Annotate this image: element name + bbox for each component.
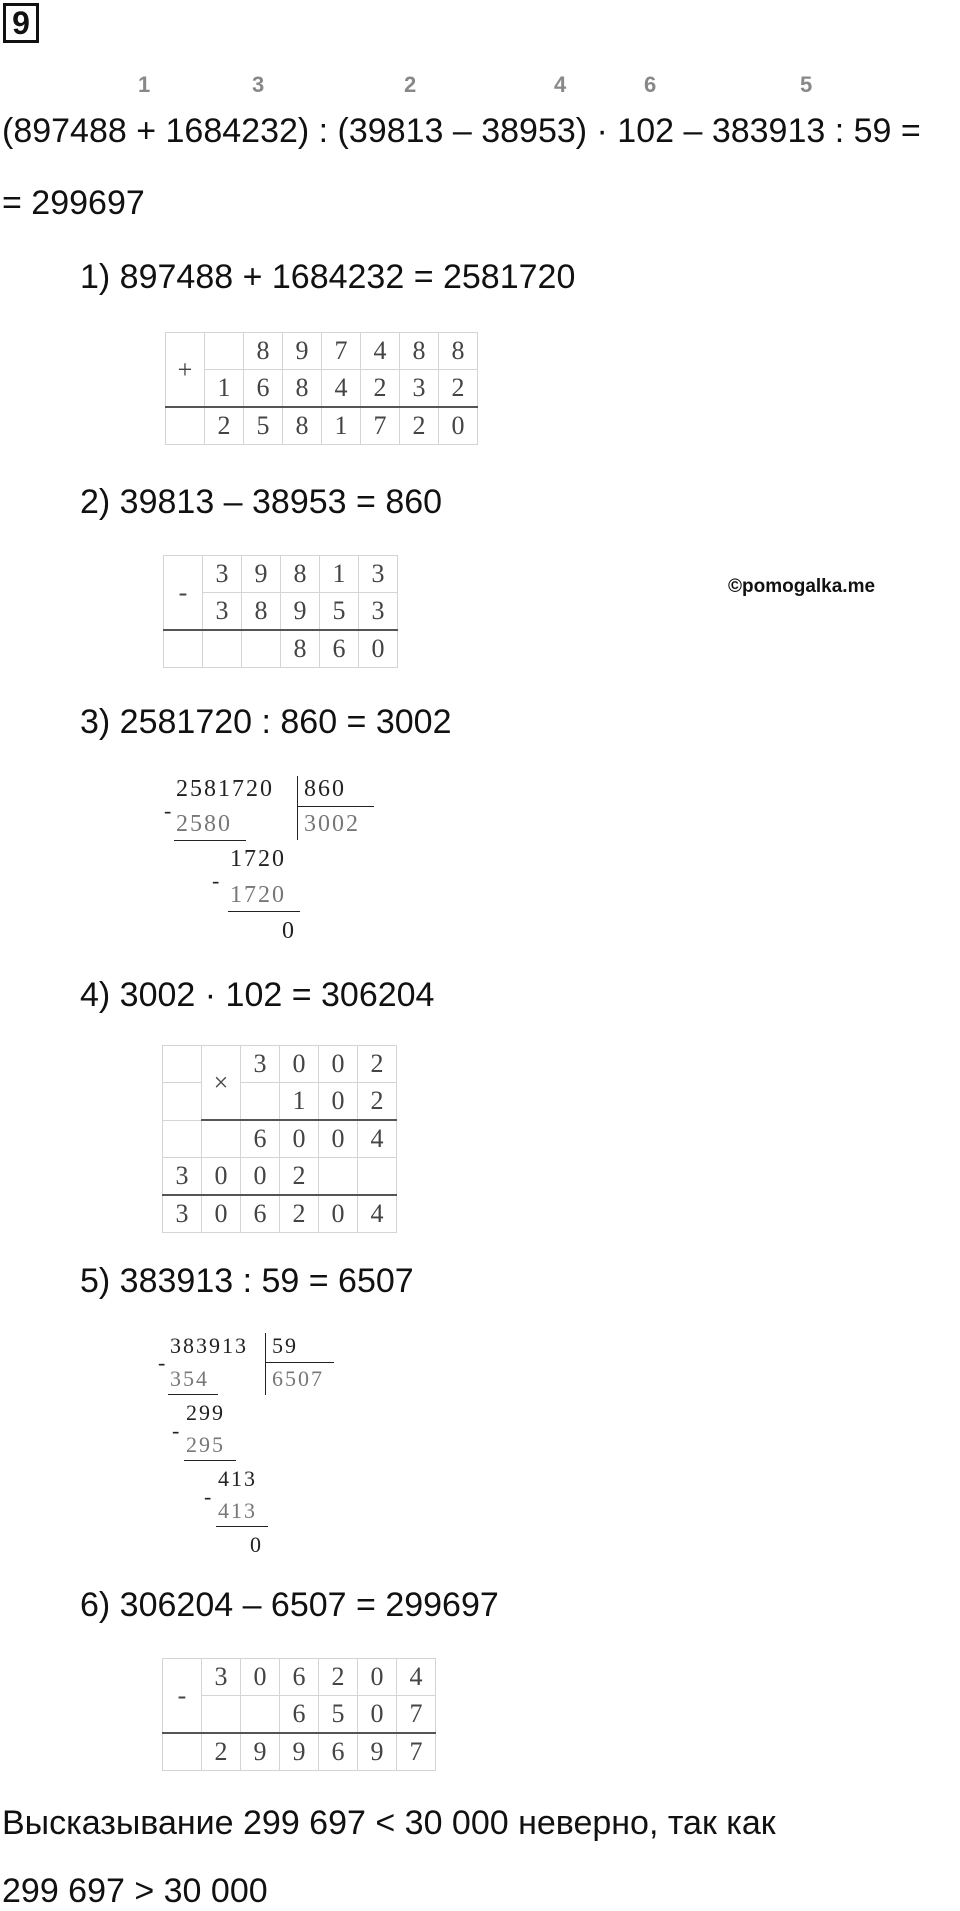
grid-cell: 0 (241, 1158, 280, 1196)
subtraction-grid-2 (162, 1658, 436, 1771)
grid-cell (202, 1120, 241, 1158)
grid-cell: 0 (319, 1120, 358, 1158)
grid-cell: 9 (280, 1733, 319, 1771)
grid-cell: 6 (320, 630, 359, 668)
grid-cell: 0 (439, 407, 478, 445)
quotient: 3002 (304, 811, 360, 837)
minus-sign: - (163, 1659, 202, 1734)
grid-cell: 0 (202, 1195, 241, 1233)
grid-cell (164, 630, 203, 668)
grid-cell: 5 (319, 1696, 358, 1734)
grid-cell: 4 (361, 333, 400, 370)
dividend: 2581720 (176, 776, 274, 802)
grid-cell: 3 (400, 370, 439, 408)
grid-cell: 8 (283, 407, 322, 445)
final-remainder: 0 (282, 918, 296, 944)
grid-cell: 8 (281, 630, 320, 668)
grid-cell: 4 (322, 370, 361, 408)
grid-cell: 6 (241, 1195, 280, 1233)
divisor: 860 (304, 776, 346, 802)
grid-cell: 0 (358, 1696, 397, 1734)
step-4-label: 4) 3002 · 102 = 306204 (80, 976, 435, 1014)
grid-cell (241, 1696, 280, 1734)
order-mark: 6 (644, 72, 657, 97)
division-vertical-bar (297, 776, 298, 840)
grid-cell: 2 (205, 407, 244, 445)
grid-cell: 4 (358, 1195, 397, 1233)
conclusion-line-2: 299 697 > 30 000 (2, 1872, 268, 1910)
minus-sign: - (212, 868, 220, 893)
grid-cell: 4 (358, 1120, 397, 1158)
grid-cell: 7 (361, 407, 400, 445)
grid-cell: 0 (358, 1659, 397, 1696)
subtraction-grid-1 (163, 555, 398, 668)
grid-cell: 8 (281, 556, 320, 593)
grid-cell: 3 (359, 593, 398, 631)
grid-cell: 3 (163, 1158, 202, 1196)
grid-cell: 0 (319, 1083, 358, 1121)
remainder: 1720 (230, 846, 286, 872)
order-mark: 3 (252, 72, 265, 97)
grid-cell: 3 (203, 556, 242, 593)
grid-cell (319, 1158, 358, 1196)
watermark: ©pomogalka.me (728, 576, 876, 597)
grid-cell: 2 (202, 1733, 241, 1771)
grid-cell: 2 (319, 1659, 358, 1696)
grid-cell: 0 (280, 1046, 319, 1083)
grid-cell: 6 (319, 1733, 358, 1771)
grid-cell: 8 (242, 593, 281, 631)
subtraction-line (184, 1460, 236, 1461)
grid-cell: 8 (400, 333, 439, 370)
grid-cell (163, 1733, 202, 1771)
grid-cell: 0 (319, 1195, 358, 1233)
partial-product: 413 (218, 1498, 257, 1523)
final-remainder: 0 (250, 1532, 263, 1557)
grid-cell (163, 1046, 202, 1083)
grid-cell (203, 630, 242, 668)
grid-cell: 8 (439, 333, 478, 370)
grid-cell: 8 (283, 370, 322, 408)
grid-cell: 2 (280, 1195, 319, 1233)
expression-result: = 299697 (2, 184, 145, 222)
grid-cell: 1 (322, 407, 361, 445)
grid-cell (202, 1696, 241, 1734)
expression: (897488 + 1684232) : (39813 – 38953) · 102 – 383913 : 59 = (2, 112, 921, 150)
grid-cell: 6 (280, 1659, 319, 1696)
step-3-label: 3) 2581720 : 860 = 3002 (80, 703, 452, 741)
grid-cell: 0 (241, 1659, 280, 1696)
grid-cell: 9 (241, 1733, 280, 1771)
grid-cell: 8 (244, 333, 283, 370)
grid-cell: 2 (361, 370, 400, 408)
divisor-underline (298, 806, 374, 807)
grid-cell: 0 (280, 1120, 319, 1158)
step-5-label: 5) 383913 : 59 = 6507 (80, 1262, 414, 1300)
grid-cell: 7 (322, 333, 361, 370)
grid-cell: 6 (280, 1696, 319, 1734)
grid-cell: 1 (205, 370, 244, 408)
grid-cell: 7 (397, 1696, 436, 1734)
grid-cell (163, 1120, 202, 1158)
subtraction-line (174, 840, 246, 841)
grid-cell: 0 (359, 630, 398, 668)
minus-sign: - (158, 1350, 166, 1375)
grid-cell: 3 (359, 556, 398, 593)
addition-grid (165, 332, 478, 445)
task-number-badge: 9 (3, 3, 39, 43)
order-mark: 5 (800, 72, 813, 97)
remainder: 413 (218, 1466, 257, 1491)
order-mark: 2 (404, 72, 417, 97)
grid-cell: 3 (163, 1195, 202, 1233)
division-vertical-bar (265, 1333, 266, 1395)
minus-sign: - (164, 556, 203, 631)
minus-sign: - (204, 1484, 212, 1509)
grid-cell: 5 (244, 407, 283, 445)
grid-cell (241, 1083, 280, 1121)
partial-product: 2580 (176, 811, 232, 837)
dividend: 383913 (170, 1333, 248, 1358)
subtraction-line (168, 1394, 218, 1395)
grid-cell: 2 (358, 1046, 397, 1083)
grid-cell: 1 (280, 1083, 319, 1121)
grid-cell: 3 (241, 1046, 280, 1083)
grid-cell: 6 (244, 370, 283, 408)
minus-sign: - (164, 798, 172, 823)
grid-cell: 2 (280, 1158, 319, 1196)
partial-product: 295 (186, 1432, 225, 1457)
grid-cell (242, 630, 281, 668)
grid-cell: 2 (439, 370, 478, 408)
grid-cell: 1 (320, 556, 359, 593)
grid-cell (166, 407, 205, 445)
grid-cell: 9 (242, 556, 281, 593)
grid-cell: 9 (358, 1733, 397, 1771)
times-sign: × (202, 1046, 241, 1121)
grid-cell: 9 (283, 333, 322, 370)
divisor: 59 (272, 1333, 298, 1358)
step-1-label: 1) 897488 + 1684232 = 2581720 (80, 258, 576, 296)
grid-cell (163, 1083, 202, 1121)
grid-cell: 4 (397, 1659, 436, 1696)
grid-cell: 6 (241, 1120, 280, 1158)
grid-cell (358, 1158, 397, 1196)
grid-cell: 5 (320, 593, 359, 631)
plus-sign: + (166, 333, 205, 408)
order-mark: 1 (138, 72, 151, 97)
grid-cell: 3 (203, 593, 242, 631)
grid-cell: 0 (319, 1046, 358, 1083)
grid-cell: 2 (358, 1083, 397, 1121)
subtraction-line (228, 911, 300, 912)
partial-product: 354 (170, 1366, 209, 1391)
remainder: 299 (186, 1400, 225, 1425)
grid-cell: 7 (397, 1733, 436, 1771)
order-mark: 4 (554, 72, 567, 97)
divisor-underline (266, 1362, 334, 1363)
grid-cell: 0 (202, 1158, 241, 1196)
grid-cell: 2 (400, 407, 439, 445)
grid-cell (205, 333, 244, 370)
grid-cell: 9 (281, 593, 320, 631)
partial-product: 1720 (230, 882, 286, 908)
multiplication-grid (162, 1045, 397, 1233)
subtraction-line (216, 1526, 268, 1527)
step-2-label: 2) 39813 – 38953 = 860 (80, 483, 443, 521)
minus-sign: - (172, 1418, 180, 1443)
conclusion-line-1: Высказывание 299 697 < 30 000 неверно, так как (2, 1804, 776, 1842)
quotient: 6507 (272, 1366, 324, 1391)
step-6-label: 6) 306204 – 6507 = 299697 (80, 1586, 499, 1624)
grid-cell: 3 (202, 1659, 241, 1696)
